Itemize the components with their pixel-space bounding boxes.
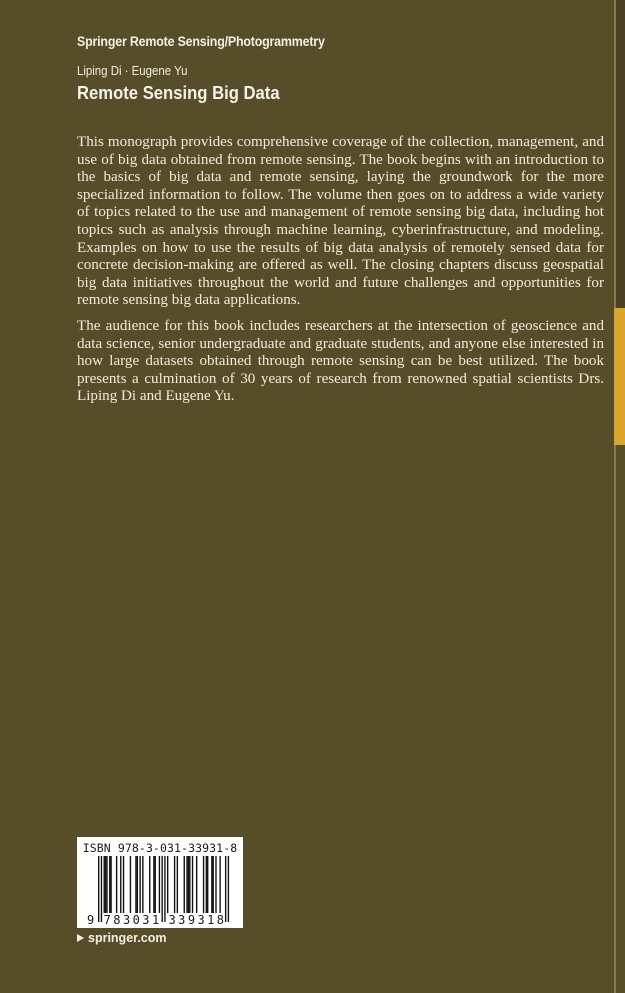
description-paragraph: The audience for this book includes researchers at the intersection of geoscience and data science, senior undergraduate and graduate students, and anyone else interested in how large datasets obtained through remote sensing can be best utilized. The book presents a culmination of 30 years of research from renowned spatial scientists Drs. Liping Di and Eugene Yu. <box>77 317 604 405</box>
barcode-digit: 3 <box>168 913 176 927</box>
barcode-digit: 9 <box>87 913 95 927</box>
barcode-digit: 3 <box>197 913 205 927</box>
description-paragraph: This monograph provides comprehensive coverage of the collection, management, and use of big data obtained from remote sensing. The book begins with an introduction to the basics of big data and remote sensing, laying the groundwork for the more specialized information to follow. The volume then goes on to address a wide variety of topics related to the use and management of remote sensing big data, including hot topics such as analysis through machine learning, cyberinfrastructure, and modeling. Examples on how to use the results of big data analysis of remotely sensed data for concrete decision-making are offered as well. The closing chapters discuss geospatial big data initiatives throughout the world and future challenges and opportunities for remote sensing big data applications. <box>77 134 604 309</box>
book-title: Remote Sensing Big Data <box>77 82 280 103</box>
publisher-link-label: springer.com <box>88 931 167 945</box>
publisher-link[interactable] <box>77 931 167 945</box>
book-description <box>77 134 604 414</box>
isbn-label: ISBN 978-3-031-33931-8 <box>82 841 238 855</box>
authors: Liping Di · Eugene Yu <box>77 63 188 78</box>
barcode-digit: 9 <box>187 913 196 927</box>
barcode-digit: 1 <box>151 913 160 927</box>
spine-divider <box>614 0 616 993</box>
barcode-digit: 8 <box>113 913 121 927</box>
barcode-digit: 8 <box>216 913 225 927</box>
barcode-digit: 0 <box>132 913 140 927</box>
spine-edge <box>616 0 625 308</box>
series-name: Springer Remote Sensing/Photogrammetry <box>77 34 325 49</box>
barcode-digit: 1 <box>207 913 215 927</box>
barcode-digits <box>77 913 243 927</box>
barcode-digit: 3 <box>178 913 186 927</box>
barcode-digit: 3 <box>122 913 131 927</box>
isbn-barcode-box <box>77 837 243 928</box>
spine-accent-block <box>614 308 625 445</box>
barcode-digit: 7 <box>103 913 111 927</box>
barcode-digit: 3 <box>142 913 150 927</box>
arrow-right-icon <box>77 934 84 942</box>
